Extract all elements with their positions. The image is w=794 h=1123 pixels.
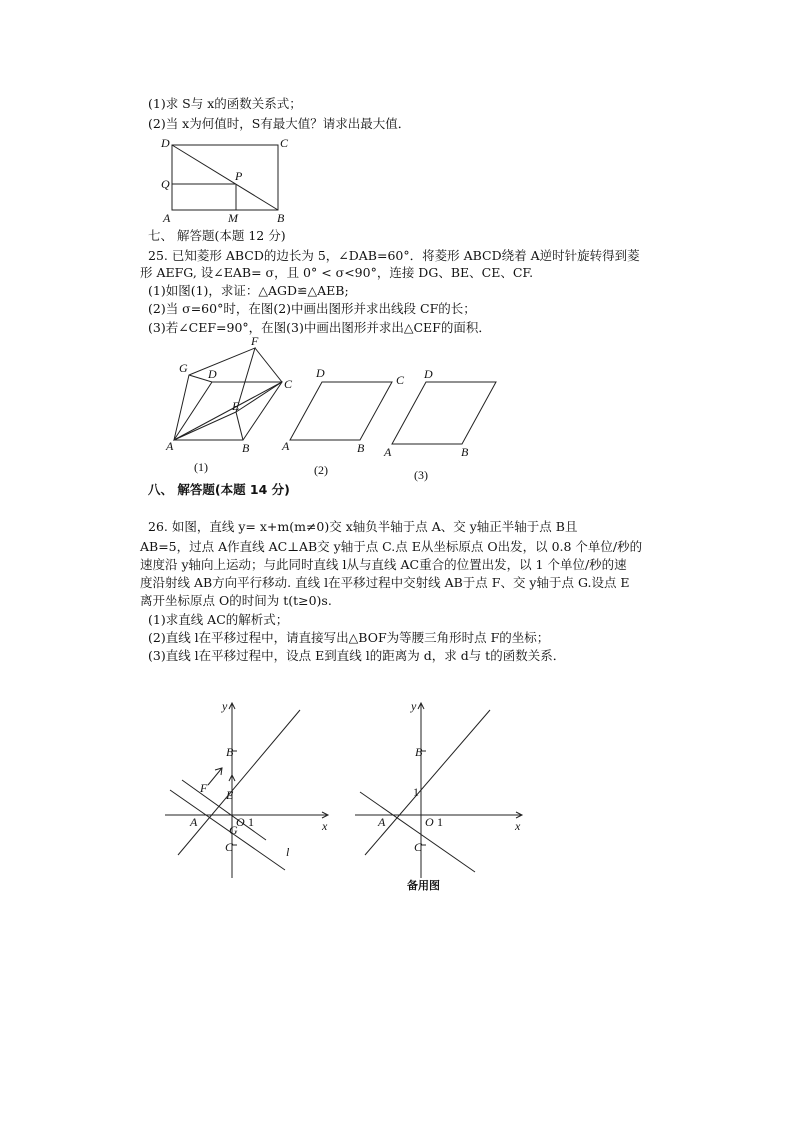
section-7-heading: 七、 解答题(本题 12 分) — [148, 228, 286, 243]
figure-label: D — [424, 367, 433, 381]
figure-label: O — [425, 815, 434, 829]
figure-label: y — [411, 699, 417, 713]
q26-line1: 26. 如图，直线 y= x+m(m≠0)交 x轴负半轴于点 A、交 y轴正半轴于点 B且 — [148, 519, 578, 534]
figure-label: B — [226, 745, 234, 759]
figure-label: y — [222, 699, 228, 713]
label-A: A — [163, 211, 171, 225]
q26-part3: (3)直线 l在平移过程中，设点 E到直线 l的距离为 d，求 d与 t的函数关系． — [148, 648, 566, 663]
figure-label: l — [286, 845, 290, 859]
q25-part2: (2)当 σ=60°时，在图(2)中画出图形并求出线段 CF的长； — [148, 301, 476, 316]
label-P: P — [235, 169, 243, 183]
q25-part3: (3)若∠CEF=90°，在图(3)中画出图形并求出△CEF的面积． — [148, 320, 491, 335]
figure-label: x — [322, 819, 328, 833]
label-D: D — [161, 136, 170, 150]
q25-figure-1 — [174, 348, 282, 440]
section-8-heading: 八、 解答题(本题 14 分) — [148, 482, 290, 497]
figure-label: C — [414, 840, 423, 854]
label-Q: Q — [161, 177, 170, 191]
figure-label: F — [251, 334, 259, 348]
figure-label: 1 — [413, 785, 419, 799]
label-C: C — [280, 136, 289, 150]
figure-label: 1 — [437, 815, 443, 829]
q24-part2: (2)当 x为何值时，S有最大值？请求出最大值． — [148, 116, 411, 131]
figure-label: C — [225, 840, 234, 854]
label-B: B — [277, 211, 285, 225]
q26-part1: (1)求直线 AC的解析式； — [148, 612, 289, 627]
figure-label: F — [200, 781, 208, 795]
q25-line2: 形 AEFG, 设∠EAB= σ，且 0° < σ<90°，连接 DG、BE、CE、CF. — [140, 265, 534, 280]
figure-label: G — [229, 823, 238, 837]
figure-label: A — [384, 445, 392, 459]
figure-label: x — [515, 819, 521, 833]
q25-line1: 25. 已知菱形 ABCD的边长为 5，∠DAB=60°．将菱形 ABCD绕着 A逆时针旋转得到菱 — [148, 248, 640, 263]
q26-figure-right — [355, 703, 522, 878]
figure-label: (1) — [194, 460, 208, 474]
figure-label: B — [357, 441, 365, 455]
q26-figure-left — [165, 703, 328, 878]
q26-part2: (2)直线 l在平移过程中，请直接写出△BOF为等腰三角形时点 F的坐标； — [148, 630, 550, 645]
figure-label: E — [226, 788, 234, 802]
figure-label: D — [316, 366, 325, 380]
figure-label: B — [415, 745, 423, 759]
q24-figure — [172, 145, 278, 210]
figure-label: A — [282, 439, 290, 453]
figure-label: D — [208, 367, 217, 381]
figure-label: C — [396, 373, 405, 387]
q25-figure-3 — [392, 382, 496, 444]
figure-label: G — [179, 361, 188, 375]
figure-label: B — [242, 441, 250, 455]
figure-label: A — [378, 815, 386, 829]
q25-figure-2 — [290, 382, 392, 440]
figure-label: A — [166, 439, 174, 453]
label-M: M — [228, 211, 238, 225]
q25-part1: (1)如图(1)，求证：△AGD≌△AEB; — [148, 283, 349, 298]
figure-label: (3) — [414, 468, 428, 482]
q26-line4: 度沿射线 AB方向平行移动. 直线 l在平移过程中交射线 AB于点 F、交 y轴于点 G.设点 E — [140, 575, 630, 590]
backup-figure-caption: 备用图 — [407, 879, 440, 892]
figure-label: A — [190, 815, 198, 829]
figure-label: B — [461, 445, 469, 459]
figure-label: C — [284, 377, 293, 391]
q26-line5: 离开坐标原点 O的时间为 t(t≥0)s. — [140, 593, 332, 608]
q24-part1: (1)求 S与 x的函数关系式； — [148, 96, 302, 111]
q26-line2: AB=5，过点 A作直线 AC⊥AB交 y轴于点 C.点 E从坐标原点 O出发，以 0.8 个单位/秒的 — [140, 539, 643, 554]
q26-line3: 速度沿 y轴向上运动；与此同时直线 l从与直线 AC重合的位置出发，以 1 个单位/秒的速 — [140, 557, 627, 572]
figure-label: 1 — [248, 815, 254, 829]
figure-label: E — [232, 399, 240, 413]
figure-label: (2) — [314, 463, 328, 477]
figure-label: O — [236, 815, 245, 829]
